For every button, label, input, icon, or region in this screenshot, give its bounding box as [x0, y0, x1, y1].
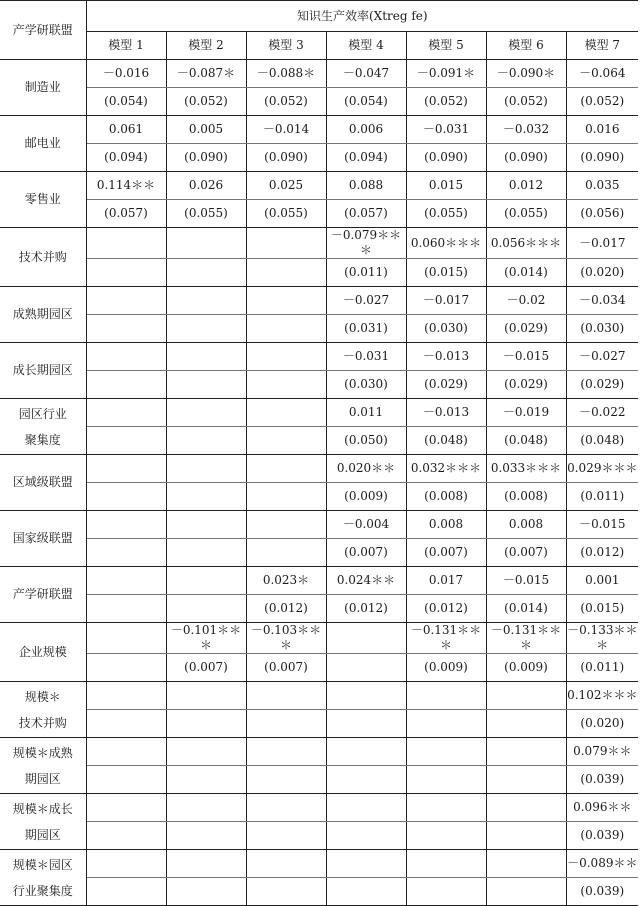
std-error-cell: (0.057) [86, 200, 166, 228]
coefficient-cell [86, 399, 166, 427]
row-label-line: 企业规模 [18, 644, 67, 659]
coefficient-cell: 0.024＊＊ [326, 567, 406, 595]
coefficient-cell: 0.079＊＊ [566, 738, 638, 766]
std-error-cell [166, 371, 246, 399]
coefficient-cell: 0.020＊＊ [326, 455, 406, 483]
std-error-cell [166, 315, 246, 343]
coefficient-cell [166, 228, 246, 259]
row-label [0, 343, 86, 399]
table-row [0, 567, 638, 595]
std-error-cell: (0.094) [86, 144, 166, 172]
corner-header: 产学研联盟 [0, 1, 86, 60]
coefficient-cell: 0.060＊＊＊ [406, 228, 486, 259]
std-error-cell: (0.012) [326, 595, 406, 623]
std-error-cell: (0.029) [486, 315, 566, 343]
std-error-cell [86, 654, 166, 682]
row-label-line: 规模＊成长 [12, 801, 73, 816]
std-error-cell: (0.012) [246, 595, 326, 623]
std-error-cell [326, 878, 406, 906]
std-error-cell [246, 822, 326, 850]
std-error-cell: (0.029) [486, 371, 566, 399]
row-label-line: 期园区 [24, 827, 61, 842]
std-error-cell: (0.094) [326, 144, 406, 172]
coefficient-cell: －0.013 [406, 343, 486, 371]
table-row [0, 228, 638, 259]
row-label [0, 511, 86, 567]
table-row [0, 315, 638, 343]
std-error-cell: (0.030) [406, 315, 486, 343]
table-row [0, 371, 638, 399]
table-row [0, 511, 638, 539]
std-error-cell: (0.048) [486, 427, 566, 455]
table-row [0, 766, 638, 794]
coefficient-cell: 0.114＊＊ [86, 172, 166, 200]
std-error-cell: (0.055) [246, 200, 326, 228]
model-header: 模型 1 [86, 32, 166, 60]
table-row [0, 455, 638, 483]
std-error-cell: (0.055) [406, 200, 486, 228]
std-error-cell: (0.090) [566, 144, 638, 172]
coefficient-cell [246, 682, 326, 710]
coefficient-cell: 0.001 [566, 567, 638, 595]
coefficient-cell [326, 682, 406, 710]
std-error-cell: (0.007) [166, 654, 246, 682]
coefficient-cell: －0.087＊ [166, 60, 246, 88]
coefficient-cell: －0.032 [486, 116, 566, 144]
std-error-cell: (0.055) [486, 200, 566, 228]
coefficient-cell [486, 850, 566, 878]
std-error-cell: (0.029) [566, 371, 638, 399]
coefficient-cell: －0.015 [486, 567, 566, 595]
std-error-cell: (0.056) [566, 200, 638, 228]
std-error-cell: (0.054) [86, 88, 166, 116]
coefficient-cell: －0.015 [566, 511, 638, 539]
coefficient-cell: －0.034 [566, 287, 638, 315]
coefficient-cell: 0.025 [246, 172, 326, 200]
std-error-cell: (0.048) [406, 427, 486, 455]
coefficient-cell: 0.015 [406, 172, 486, 200]
row-label-line: 区域级联盟 [12, 475, 73, 489]
std-error-cell: (0.052) [246, 88, 326, 116]
coefficient-cell [246, 511, 326, 539]
table-row [0, 60, 638, 88]
std-error-cell [486, 710, 566, 738]
std-error-cell: (0.012) [566, 539, 638, 567]
std-error-cell: (0.007) [406, 539, 486, 567]
coefficient-cell [86, 567, 166, 595]
coefficient-cell [86, 850, 166, 878]
super-header: 知识生产效率(Xtreg fe) [86, 1, 638, 32]
coefficient-cell: －0.090＊ [486, 60, 566, 88]
table-row [0, 399, 638, 427]
row-label [0, 287, 86, 343]
std-error-cell [166, 427, 246, 455]
std-error-cell [326, 766, 406, 794]
coefficient-cell: －0.064 [566, 60, 638, 88]
coefficient-cell [166, 511, 246, 539]
coefficient-cell [166, 399, 246, 427]
std-error-cell: (0.014) [486, 595, 566, 623]
std-error-cell: (0.030) [566, 315, 638, 343]
coefficient-cell [86, 794, 166, 822]
row-label [0, 623, 86, 682]
coefficient-cell [166, 567, 246, 595]
table-row [0, 738, 638, 766]
coefficient-cell: 0.096＊＊ [566, 794, 638, 822]
model-header: 模型 4 [326, 32, 406, 60]
model-header: 模型 3 [246, 32, 326, 60]
coefficient-cell [86, 738, 166, 766]
std-error-cell: (0.008) [486, 483, 566, 511]
coefficient-cell [166, 738, 246, 766]
coefficient-cell [406, 850, 486, 878]
table-row [0, 794, 638, 822]
row-label-line: 国家级联盟 [12, 531, 73, 545]
coefficient-cell: －0.089＊＊ [566, 850, 638, 878]
std-error-cell [246, 539, 326, 567]
row-label [0, 60, 86, 116]
coefficient-cell: 0.023＊ [246, 567, 326, 595]
coefficient-cell [326, 623, 406, 654]
std-error-cell: (0.009) [326, 483, 406, 511]
coefficient-cell: 0.088 [326, 172, 406, 200]
std-error-cell: (0.011) [566, 654, 638, 682]
table-row [0, 88, 638, 116]
coefficient-cell: 0.061 [86, 116, 166, 144]
coefficient-cell: 0.011 [326, 399, 406, 427]
table-row [0, 116, 638, 144]
row-label [0, 455, 86, 511]
std-error-cell: (0.039) [566, 766, 638, 794]
coefficient-cell: －0.014 [246, 116, 326, 144]
coefficient-cell: 0.056＊＊＊ [486, 228, 566, 259]
coefficient-cell [326, 850, 406, 878]
std-error-cell: (0.012) [406, 595, 486, 623]
std-error-cell: (0.011) [326, 259, 406, 287]
model-header-row [0, 32, 638, 60]
row-label [0, 172, 86, 228]
coefficient-cell: －0.031 [326, 343, 406, 371]
std-error-cell: (0.052) [486, 88, 566, 116]
row-label [0, 116, 86, 172]
coefficient-cell: －0.131＊＊＊ [406, 623, 486, 654]
std-error-cell: (0.011) [566, 483, 638, 511]
std-error-cell: (0.054) [326, 88, 406, 116]
std-error-cell: (0.090) [486, 144, 566, 172]
coefficient-cell: 0.012 [486, 172, 566, 200]
coefficient-cell [406, 794, 486, 822]
coefficient-cell: 0.008 [406, 511, 486, 539]
coefficient-cell [166, 455, 246, 483]
std-error-cell [246, 483, 326, 511]
std-error-cell [246, 371, 326, 399]
std-error-cell: (0.048) [566, 427, 638, 455]
coefficient-cell: 0.032＊＊＊ [406, 455, 486, 483]
coefficient-cell: 0.005 [166, 116, 246, 144]
row-label-line: 成熟期园区 [12, 307, 73, 321]
coefficient-cell: －0.047 [326, 60, 406, 88]
std-error-cell: (0.057) [326, 200, 406, 228]
std-error-cell [86, 483, 166, 511]
std-error-cell [326, 822, 406, 850]
std-error-cell: (0.039) [566, 878, 638, 906]
row-label-line: 规模＊园区 [12, 857, 73, 872]
coefficient-cell [86, 682, 166, 710]
std-error-cell [246, 766, 326, 794]
table-row [0, 878, 638, 906]
std-error-cell [166, 595, 246, 623]
coefficient-cell: 0.029＊＊＊ [566, 455, 638, 483]
row-label [0, 399, 86, 455]
row-label [0, 228, 86, 287]
std-error-cell [86, 878, 166, 906]
row-label-line: 零售业 [24, 192, 61, 206]
table-row [0, 483, 638, 511]
coefficient-cell: －0.017 [566, 228, 638, 259]
row-label-line: 聚集度 [24, 432, 61, 447]
row-label [0, 794, 86, 850]
coefficient-cell [86, 287, 166, 315]
std-error-cell [246, 878, 326, 906]
coefficient-cell: －0.017 [406, 287, 486, 315]
coefficient-cell: －0.027 [566, 343, 638, 371]
std-error-cell [246, 315, 326, 343]
coefficient-cell [86, 343, 166, 371]
std-error-cell [166, 822, 246, 850]
coefficient-cell: －0.103＊＊＊ [246, 623, 326, 654]
row-label-line: 邮电业 [24, 136, 61, 150]
coefficient-cell [166, 287, 246, 315]
model-header: 模型 5 [406, 32, 486, 60]
row-label-line: 产学研联盟 [12, 587, 73, 601]
coefficient-cell: －0.013 [406, 399, 486, 427]
row-label-line: 制造业 [24, 80, 61, 94]
table-row [0, 539, 638, 567]
std-error-cell [166, 483, 246, 511]
std-error-cell [86, 710, 166, 738]
std-error-cell [166, 259, 246, 287]
row-label [0, 738, 86, 794]
std-error-cell: (0.014) [486, 259, 566, 287]
coefficient-cell: 0.035 [566, 172, 638, 200]
coefficient-cell [86, 455, 166, 483]
std-error-cell: (0.020) [566, 710, 638, 738]
coefficient-cell [406, 682, 486, 710]
model-header: 模型 2 [166, 32, 246, 60]
coefficient-cell: －0.022 [566, 399, 638, 427]
model-header: 模型 6 [486, 32, 566, 60]
coefficient-cell: －0.019 [486, 399, 566, 427]
std-error-cell [86, 427, 166, 455]
table-row [0, 850, 638, 878]
row-label-line: 期园区 [24, 771, 61, 786]
coefficient-cell [166, 343, 246, 371]
table-row [0, 623, 638, 654]
std-error-cell [406, 878, 486, 906]
table-row [0, 427, 638, 455]
std-error-cell [486, 878, 566, 906]
table-row [0, 172, 638, 200]
table-row [0, 822, 638, 850]
coefficient-cell: －0.016 [86, 60, 166, 88]
coefficient-cell [246, 738, 326, 766]
coefficient-cell [406, 738, 486, 766]
row-label [0, 682, 86, 738]
std-error-cell: (0.007) [246, 654, 326, 682]
std-error-cell: (0.050) [326, 427, 406, 455]
coefficient-cell: 0.017 [406, 567, 486, 595]
table-row [0, 144, 638, 172]
std-error-cell: (0.008) [406, 483, 486, 511]
coefficient-cell: －0.079＊＊＊ [326, 228, 406, 259]
table-row [0, 200, 638, 228]
coefficient-cell: －0.091＊ [406, 60, 486, 88]
std-error-cell: (0.039) [566, 822, 638, 850]
table-row [0, 595, 638, 623]
std-error-cell [166, 878, 246, 906]
coefficient-cell [246, 343, 326, 371]
std-error-cell: (0.052) [406, 88, 486, 116]
std-error-cell: (0.029) [406, 371, 486, 399]
std-error-cell [326, 654, 406, 682]
coefficient-cell: －0.02 [486, 287, 566, 315]
coefficient-cell [86, 623, 166, 654]
row-label-line: 规模＊成熟 [12, 745, 73, 760]
std-error-cell: (0.009) [486, 654, 566, 682]
coefficient-cell [326, 794, 406, 822]
std-error-cell [86, 259, 166, 287]
coefficient-cell [86, 511, 166, 539]
coefficient-cell [486, 738, 566, 766]
std-error-cell [166, 710, 246, 738]
row-label [0, 567, 86, 623]
std-error-cell: (0.055) [166, 200, 246, 228]
std-error-cell: (0.015) [406, 259, 486, 287]
std-error-cell [86, 539, 166, 567]
coefficient-cell [246, 228, 326, 259]
coefficient-cell: －0.004 [326, 511, 406, 539]
coefficient-cell [246, 287, 326, 315]
coefficient-cell [246, 850, 326, 878]
std-error-cell: (0.090) [406, 144, 486, 172]
std-error-cell [86, 822, 166, 850]
coefficient-cell: 0.008 [486, 511, 566, 539]
coefficient-cell [166, 794, 246, 822]
std-error-cell: (0.007) [486, 539, 566, 567]
coefficient-cell: －0.027 [326, 287, 406, 315]
table-row [0, 343, 638, 371]
table-row [0, 287, 638, 315]
std-error-cell [166, 766, 246, 794]
std-error-cell [406, 822, 486, 850]
table-row [0, 710, 638, 738]
table-row [0, 654, 638, 682]
row-label-line: 成长期园区 [12, 363, 73, 377]
table-row [0, 682, 638, 710]
std-error-cell [246, 259, 326, 287]
coefficient-cell: 0.006 [326, 116, 406, 144]
coefficient-cell: －0.031 [406, 116, 486, 144]
table-row [0, 259, 638, 287]
coefficient-cell: －0.133＊＊＊ [567, 623, 638, 652]
coefficient-cell [326, 738, 406, 766]
std-error-cell [86, 766, 166, 794]
std-error-cell: (0.031) [326, 315, 406, 343]
row-label-line: 技术并购 [18, 715, 67, 730]
std-error-cell: (0.020) [566, 259, 638, 287]
coefficient-cell: 0.102＊＊＊ [566, 682, 638, 710]
std-error-cell [486, 766, 566, 794]
std-error-cell: (0.090) [246, 144, 326, 172]
coefficient-cell: 0.033＊＊＊ [486, 455, 566, 483]
coefficient-cell [86, 228, 166, 259]
std-error-cell: (0.015) [566, 595, 638, 623]
std-error-cell: (0.007) [326, 539, 406, 567]
coefficient-cell: 0.016 [566, 116, 638, 144]
std-error-cell [406, 766, 486, 794]
coefficient-cell: －0.015 [486, 343, 566, 371]
table-body [0, 60, 638, 906]
coefficient-cell [486, 682, 566, 710]
std-error-cell [486, 822, 566, 850]
coefficient-cell [246, 794, 326, 822]
std-error-cell [86, 315, 166, 343]
std-error-cell [326, 710, 406, 738]
coefficient-cell [166, 850, 246, 878]
coefficient-cell: －0.101＊＊＊ [166, 623, 246, 654]
std-error-cell [246, 710, 326, 738]
coefficient-cell [246, 455, 326, 483]
std-error-cell [166, 539, 246, 567]
std-error-cell: (0.030) [326, 371, 406, 399]
coefficient-cell: 0.026 [166, 172, 246, 200]
std-error-cell: (0.052) [166, 88, 246, 116]
coefficient-cell: －0.088＊ [246, 60, 326, 88]
coefficient-cell: －0.131＊＊＊ [486, 623, 566, 654]
row-label-line: 规模＊ [24, 689, 61, 704]
model-header: 模型 7 [566, 32, 638, 60]
std-error-cell: (0.009) [406, 654, 486, 682]
row-label [0, 850, 86, 906]
std-error-cell: (0.052) [566, 88, 638, 116]
row-label-line: 行业聚集度 [12, 883, 73, 898]
std-error-cell [86, 595, 166, 623]
std-error-cell [406, 710, 486, 738]
std-error-cell: (0.090) [166, 144, 246, 172]
std-error-cell [86, 371, 166, 399]
row-label-line: 技术并购 [18, 249, 67, 264]
coefficient-cell [486, 794, 566, 822]
row-label-line: 园区行业 [18, 406, 67, 421]
coefficient-cell [246, 399, 326, 427]
std-error-cell [246, 427, 326, 455]
coefficient-cell [166, 682, 246, 710]
